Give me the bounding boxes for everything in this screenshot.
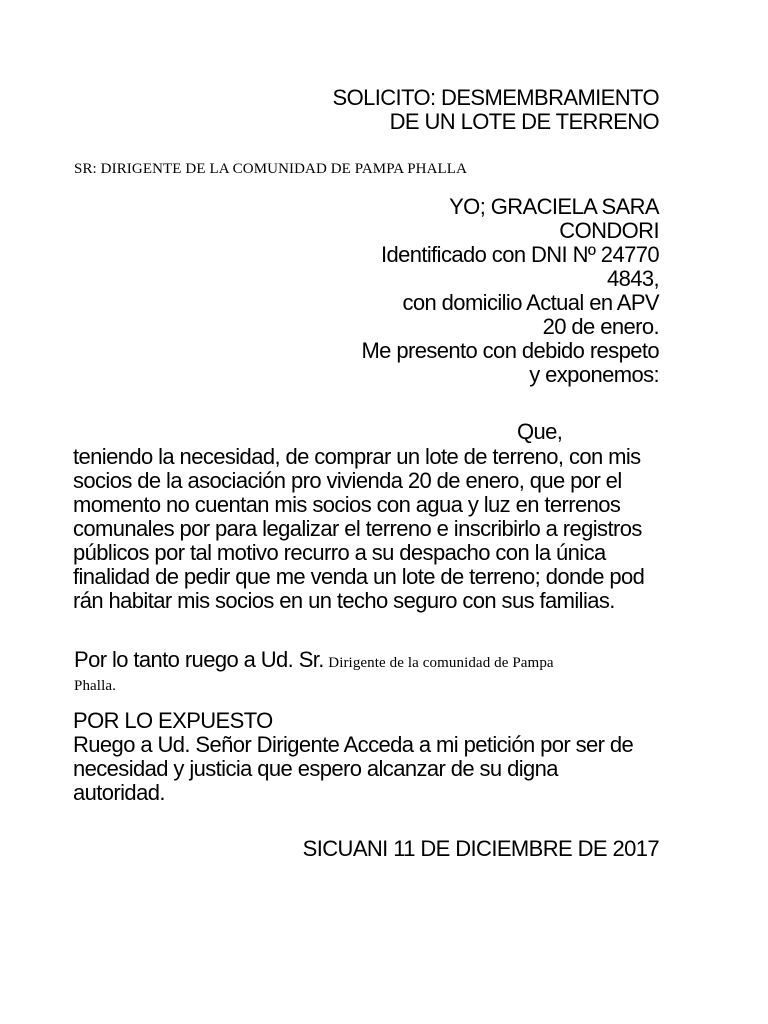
identification-line: con domicilio Actual en APV bbox=[402, 290, 659, 315]
closing-line: Ruego a Ud. Señor Dirigente Acceda a mi petición por ser de bbox=[73, 732, 634, 757]
closing-heading: POR LO EXPUESTO bbox=[73, 708, 273, 733]
identification-line: y exponemos: bbox=[529, 362, 659, 387]
body-line: socios de la asociación pro vivienda 20 de enero, que por el bbox=[73, 468, 622, 493]
body-line: finalidad de pedir que me venda un lote de terreno; donde pod bbox=[73, 564, 645, 589]
body-line: comunales por para legalizar el terreno e inscribirlo a registros bbox=[73, 516, 642, 541]
identification-line: YO; GRACIELA SARA bbox=[449, 194, 659, 219]
body-line: momento no cuentan mis socios con agua y luz en terrenos bbox=[73, 492, 621, 517]
body-line: públicos por tal motivo recurro a su despacho con la única bbox=[73, 540, 606, 565]
identification-block bbox=[361, 195, 659, 387]
request-line bbox=[74, 648, 554, 672]
identification-line: Identificado con DNI Nº 24770 bbox=[380, 242, 659, 267]
closing-block bbox=[73, 709, 693, 805]
body-paragraph bbox=[73, 445, 693, 613]
request-lead: Por lo tanto ruego a Ud. Sr. bbox=[74, 647, 324, 672]
que-word: Que, bbox=[517, 419, 563, 444]
subject-line-1: SOLICITO: DESMEMBRAMIENTO bbox=[332, 85, 659, 110]
identification-line: 4843, bbox=[606, 266, 659, 291]
closing-line: autoridad. bbox=[73, 780, 165, 805]
body-line: teniendo la necesidad, de comprar un lote de terreno, con mis bbox=[73, 444, 641, 469]
subject-line-2: DE UN LOTE DE TERRENO bbox=[389, 109, 659, 134]
request-addressee: Dirigente de la comunidad de Pampa bbox=[328, 655, 554, 671]
body-line: rán habitar mis socios en un techo seguro con sus familias. bbox=[73, 588, 615, 613]
request-addressee-continued: Phalla. bbox=[74, 678, 116, 694]
identification-line: CONDORI bbox=[559, 218, 659, 243]
closing-line: necesidad y justicia que espero alcanzar de su digna bbox=[73, 756, 558, 781]
date-line: SICUANI 11 DE DICIEMBRE DE 2017 bbox=[302, 836, 659, 861]
subject-block bbox=[333, 86, 659, 134]
identification-line: Me presento con debido respeto bbox=[361, 338, 659, 363]
identification-line: 20 de enero. bbox=[542, 314, 659, 339]
addressee-line: SR: DIRIGENTE DE LA COMUNIDAD DE PAMPA PHALLA bbox=[74, 161, 468, 177]
